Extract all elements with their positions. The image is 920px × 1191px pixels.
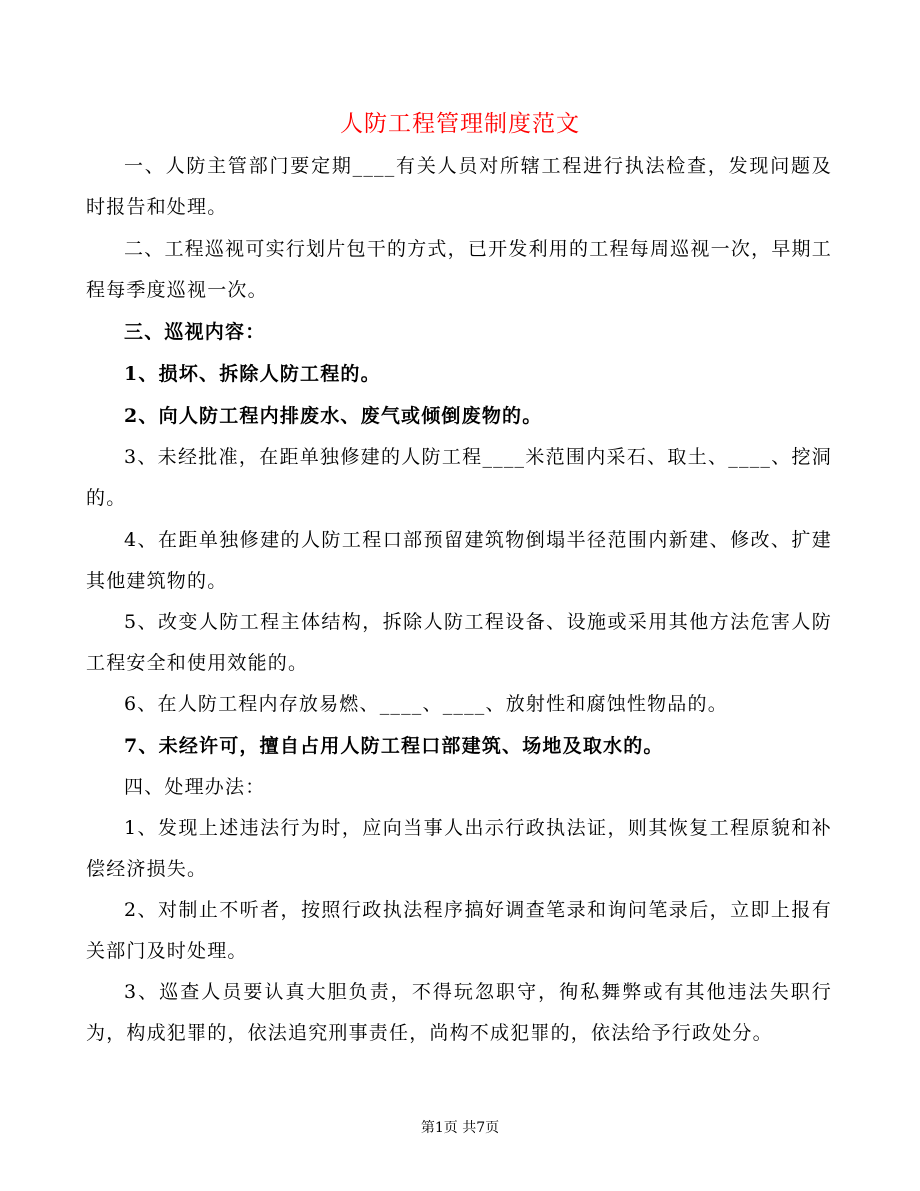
measure-item-3: 3、巡查人员要认真大胆负责，不得玩忽职守，徇私舞弊或有其他违法失职行为，构成犯罪的，依法追究刑事责任，尚构不成犯罪的，依法给予行政处分。 bbox=[86, 981, 832, 1044]
list-item-4: 4、在距单独修建的人防工程口部预留建筑物倒塌半径范围内新建、修改、扩建其他建筑物的。 bbox=[86, 529, 832, 592]
measure-item-2: 2、对制止不听者，按照行政执法程序搞好调查笔录和询问笔录后，立即上报有关部门及时处理。 bbox=[86, 899, 832, 962]
page-number-footer: 第1页 共7页 bbox=[420, 1120, 500, 1136]
paragraph-2: 二、工程巡视可实行划片包干的方式，已开发利用的工程每周巡视一次，早期工程每季度巡视一次。 bbox=[86, 238, 832, 301]
paragraph-1: 一、人防主管部门要定期____有关人员对所辖工程进行执法检查，发现问题及时报告和处理。 bbox=[86, 155, 832, 218]
list-item-7: 7、未经许可，擅自占用人防工程口部建筑、场地及取水的。 bbox=[124, 735, 664, 757]
section-heading-3: 三、巡视内容： bbox=[124, 321, 266, 343]
list-item-5: 5、改变人防工程主体结构，拆除人防工程设备、设施或采用其他方法危害人防工程安全和使用效能的。 bbox=[86, 611, 832, 674]
measure-item-1: 1、发现上述违法行为时，应向当事人出示行政执法证，则其恢复工程原貌和补偿经济损失。 bbox=[86, 817, 832, 880]
list-item-3: 3、未经批准，在距单独修建的人防工程____米范围内采石、取土、____、挖洞的。 bbox=[86, 446, 832, 509]
list-item-6: 6、在人防工程内存放易燃、____、____、放射性和腐蚀性物品的。 bbox=[124, 693, 728, 715]
section-heading-4: 四、处理办法： bbox=[124, 776, 266, 798]
list-item-2: 2、向人防工程内排废水、废气或倾倒废物的。 bbox=[124, 405, 543, 427]
document-title: 人防工程管理制度范文 bbox=[340, 111, 580, 137]
list-item-1: 1、损坏、拆除人防工程的。 bbox=[124, 363, 381, 385]
